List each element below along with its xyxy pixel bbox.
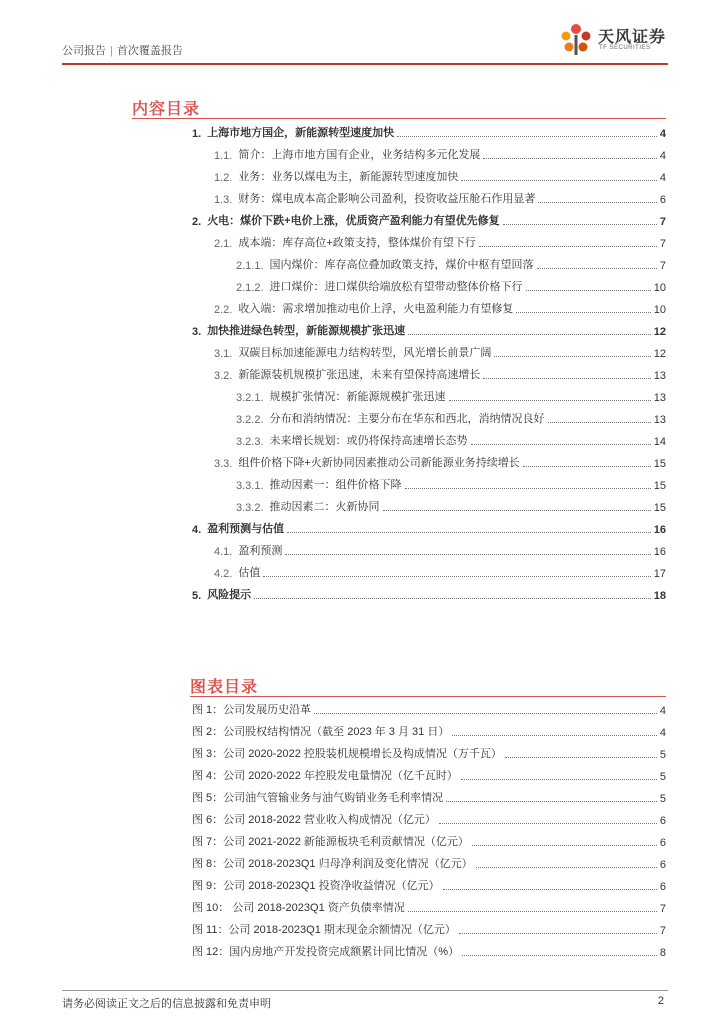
toc-entry-page: 4 bbox=[659, 128, 666, 140]
toc-entry[interactable] bbox=[192, 586, 666, 602]
figure-leader-dots bbox=[461, 779, 657, 780]
toc-entry-number: 2.1. bbox=[214, 238, 233, 250]
toc-entry[interactable] bbox=[236, 278, 666, 294]
toc-entry-text: 双碳目标加速能源电力结构转型，风光增长前景广阔 bbox=[238, 347, 492, 359]
toc-entry-text: 加快推进绿色转型，新能源规模扩张迅速 bbox=[207, 325, 406, 337]
figure-entry[interactable] bbox=[192, 943, 666, 959]
toc-entry-text: 业务：业务以煤电为主，新能源转型速度加快 bbox=[238, 171, 459, 183]
toc-entry-number: 2.1.1. bbox=[236, 260, 264, 272]
figure-entry-page: 5 bbox=[659, 771, 666, 783]
toc-entry-text: 风险提示 bbox=[207, 589, 252, 601]
toc-entry-page: 15 bbox=[653, 502, 666, 514]
breadcrumb bbox=[62, 42, 183, 58]
figure-entry-page: 4 bbox=[659, 727, 666, 739]
toc-entry[interactable] bbox=[192, 520, 666, 536]
figure-entry-page: 5 bbox=[659, 749, 666, 761]
figure-entry-page: 6 bbox=[659, 815, 666, 827]
toc-entry[interactable] bbox=[214, 366, 666, 382]
toc-leader-dots bbox=[405, 488, 651, 489]
toc-leader-dots bbox=[483, 378, 650, 379]
toc-entry-text: 推动因素一：组件价格下降 bbox=[269, 479, 402, 491]
figure-entry[interactable] bbox=[192, 723, 666, 739]
company-logo bbox=[558, 22, 668, 60]
toc-entry-text: 财务：煤电成本高企影响公司盈利，投资收益压舱石作用显著 bbox=[238, 193, 536, 205]
figure-entry-text: 图 3：公司 2020-2022 控股装机规模增长及构成情况（万千瓦） bbox=[192, 748, 502, 760]
figure-entry[interactable] bbox=[192, 745, 666, 761]
toc-leader-dots bbox=[408, 334, 651, 335]
toc-entry-page: 13 bbox=[653, 392, 666, 404]
toc-leader-dots bbox=[548, 422, 651, 423]
figure-entry[interactable] bbox=[192, 701, 666, 717]
toc-entry-text: 未来增长规划：或仍将保持高速增长态势 bbox=[269, 435, 468, 447]
toc-leader-dots bbox=[526, 290, 651, 291]
toc-entry[interactable] bbox=[236, 498, 666, 514]
footer-disclaimer: 请务必阅读正文之后的信息披露和免责申明 bbox=[62, 998, 271, 1010]
toc-entry-number: 3.2.2. bbox=[236, 414, 264, 426]
toc-leader-dots bbox=[503, 224, 657, 225]
toc-entry-number: 3.2.1. bbox=[236, 392, 264, 404]
figure-entry[interactable] bbox=[192, 789, 666, 805]
toc-entry-number: 1.1. bbox=[214, 150, 233, 162]
toc-leader-dots bbox=[494, 356, 650, 357]
toc-entry-page: 4 bbox=[659, 172, 666, 184]
toc-entry-page: 13 bbox=[653, 370, 666, 382]
page-number: 2 bbox=[657, 995, 664, 1007]
figure-entry-page: 8 bbox=[659, 947, 666, 959]
toc-entry-number: 4.2. bbox=[214, 568, 233, 580]
figure-entry[interactable] bbox=[192, 811, 666, 827]
figure-entry-text: 图 9：公司 2018-2023Q1 投资净收益情况（亿元） bbox=[192, 880, 440, 892]
logo-english-name: TF SECURITIES bbox=[599, 45, 651, 51]
toc-entry-page: 4 bbox=[659, 150, 666, 162]
figure-entry-text: 图 10： 公司 2018-2023Q1 资产负债率情况 bbox=[192, 902, 405, 914]
toc-entry-number: 4. bbox=[192, 524, 202, 536]
toc-entry-page: 16 bbox=[653, 546, 666, 558]
figure-entry-page: 5 bbox=[659, 793, 666, 805]
toc-entry-page: 12 bbox=[653, 326, 666, 338]
figure-leader-dots bbox=[443, 889, 657, 890]
figure-entry[interactable] bbox=[192, 877, 666, 893]
figure-entry-page: 4 bbox=[659, 705, 666, 717]
toc-leader-dots bbox=[287, 532, 651, 533]
toc-entry-text: 分布和消纳情况：主要分布在华东和西北，消纳情况良好 bbox=[269, 413, 545, 425]
toc-entry-text: 上海市地方国企，新能源转型速度加快 bbox=[207, 127, 395, 139]
figure-entry[interactable] bbox=[192, 767, 666, 783]
figure-entry-text: 图 2：公司股权结构情况（截至 2023 年 3 月 31 日） bbox=[192, 726, 450, 738]
figure-entry-page: 6 bbox=[659, 881, 666, 893]
toc-entry[interactable] bbox=[214, 564, 666, 580]
toc-entry-text: 规模扩张情况：新能源规模扩张迅速 bbox=[269, 391, 446, 403]
toc-entry[interactable] bbox=[214, 542, 666, 558]
toc-entry-number: 4.1. bbox=[214, 546, 233, 558]
toc-leader-dots bbox=[254, 598, 651, 599]
figure-entry-text: 图 11：公司 2018-2023Q1 期末现金余额情况（亿元） bbox=[192, 924, 456, 936]
toc-entry-number: 2.1.2. bbox=[236, 282, 264, 294]
toc-entry-page: 17 bbox=[653, 568, 666, 580]
toc-entry-number: 5. bbox=[192, 590, 202, 602]
figure-leader-dots bbox=[408, 911, 657, 912]
toc-leader-dots bbox=[263, 576, 650, 577]
figure-leader-dots bbox=[472, 845, 657, 846]
toc-entry-number: 3.3.1. bbox=[236, 480, 264, 492]
logo-flower-icon bbox=[558, 22, 594, 58]
toc-entry-text: 盈利预测与估值 bbox=[207, 523, 285, 535]
toc-title-divider bbox=[132, 118, 666, 119]
toc-leader-dots bbox=[516, 312, 650, 313]
toc-leader-dots bbox=[537, 268, 657, 269]
toc-entry[interactable] bbox=[214, 190, 666, 206]
toc-entry[interactable] bbox=[236, 432, 666, 448]
figure-entry[interactable] bbox=[192, 855, 666, 871]
figure-leader-dots bbox=[452, 735, 657, 736]
toc-entry-text: 国内煤价：库存高位叠加政策支持，煤价中枢有望回落 bbox=[269, 259, 534, 271]
toc-leader-dots bbox=[483, 158, 657, 159]
figure-leader-dots bbox=[314, 713, 657, 714]
toc-entry[interactable] bbox=[236, 410, 666, 426]
figure-entry[interactable] bbox=[192, 921, 666, 937]
figure-leader-dots bbox=[439, 823, 657, 824]
figure-entry-text: 图 1：公司发展历史沿革 bbox=[192, 704, 312, 716]
toc-entry-text: 简介：上海市地方国有企业，业务结构多元化发展 bbox=[238, 149, 481, 161]
figure-leader-dots bbox=[446, 801, 657, 802]
toc-entry-page: 16 bbox=[653, 524, 666, 536]
figure-list-title-divider bbox=[190, 696, 666, 697]
toc-leader-dots bbox=[523, 466, 651, 467]
toc-entry-number: 3.3.2. bbox=[236, 502, 264, 514]
toc-leader-dots bbox=[397, 136, 657, 137]
toc-entry-text: 收入端：需求增加推动电价上浮，火电盈利能力有望修复 bbox=[238, 303, 514, 315]
toc-entry-text: 估值 bbox=[238, 567, 261, 579]
figure-entry-text: 图 8：公司 2018-2023Q1 归母净利润及变化情况（亿元） bbox=[192, 858, 473, 870]
breadcrumb-report-subtype: 首次覆盖报告 bbox=[116, 45, 183, 57]
toc-entry-page: 15 bbox=[653, 458, 666, 470]
logo-chinese-name: 天风证券 bbox=[598, 29, 667, 46]
toc-entry-page: 10 bbox=[653, 304, 666, 316]
toc-entry-text: 火电：煤价下跌+电价上涨，优质资产盈利能力有望优先修复 bbox=[207, 215, 500, 227]
toc-leader-dots bbox=[285, 554, 650, 555]
toc-entry-page: 6 bbox=[659, 194, 666, 206]
figure-leader-dots bbox=[505, 757, 657, 758]
figure-entry[interactable] bbox=[192, 899, 666, 915]
figure-entry-page: 6 bbox=[659, 859, 666, 871]
figure-leader-dots bbox=[462, 955, 657, 956]
toc-leader-dots bbox=[538, 202, 657, 203]
figure-entry-page: 7 bbox=[659, 925, 666, 937]
toc-entry[interactable] bbox=[214, 146, 666, 162]
toc-entry-number: 3. bbox=[192, 326, 202, 338]
figure-entry-page: 6 bbox=[659, 837, 666, 849]
figure-entry-text: 图 6：公司 2018-2022 营业收入构成情况（亿元） bbox=[192, 814, 436, 826]
toc-leader-dots bbox=[449, 400, 651, 401]
toc-entry-number: 2. bbox=[192, 216, 202, 228]
toc-entry-page: 14 bbox=[653, 436, 666, 448]
figure-list-title: 图表目录 bbox=[190, 679, 259, 696]
header-divider bbox=[62, 63, 668, 65]
toc-entry[interactable] bbox=[192, 212, 666, 228]
toc-entry-page: 7 bbox=[659, 260, 666, 272]
figure-entry-text: 图 12：国内房地产开发投资完成额累计同比情况（%） bbox=[192, 946, 460, 958]
toc-entry-page: 10 bbox=[653, 282, 666, 294]
toc-entry-page: 7 bbox=[659, 238, 666, 250]
toc-entry[interactable] bbox=[214, 300, 666, 316]
figure-entry-page: 7 bbox=[659, 903, 666, 915]
toc-entry[interactable] bbox=[214, 234, 666, 250]
toc-entry-page: 13 bbox=[653, 414, 666, 426]
footer-divider bbox=[62, 990, 668, 991]
toc-entry-number: 3.3. bbox=[214, 458, 233, 470]
toc-entry-number: 3.2. bbox=[214, 370, 233, 382]
toc-entry-number: 1.3. bbox=[214, 194, 233, 206]
toc-entry-page: 18 bbox=[653, 590, 666, 602]
breadcrumb-separator: | bbox=[110, 45, 113, 57]
toc-entry[interactable] bbox=[192, 322, 666, 338]
figure-leader-dots bbox=[476, 867, 657, 868]
breadcrumb-report-type: 公司报告 bbox=[62, 45, 106, 57]
figure-entry-text: 图 5：公司油气管输业务与油气购销业务毛利率情况 bbox=[192, 792, 444, 804]
toc-entry[interactable] bbox=[236, 256, 666, 272]
toc-title: 内容目录 bbox=[132, 101, 201, 118]
toc-entry-text: 新能源装机规模扩张迅速，未来有望保持高速增长 bbox=[238, 369, 481, 381]
toc-entry[interactable] bbox=[214, 344, 666, 360]
figure-entry-text: 图 4：公司 2020-2022 年控股发电量情况（亿千瓦时） bbox=[192, 770, 458, 782]
figure-entry-text: 图 7：公司 2021-2022 新能源板块毛利贡献情况（亿元） bbox=[192, 836, 469, 848]
toc-entry-number: 3.2.3. bbox=[236, 436, 264, 448]
toc-leader-dots bbox=[471, 444, 651, 445]
toc-entry[interactable] bbox=[236, 388, 666, 404]
toc-entry-number: 1. bbox=[192, 128, 202, 140]
toc-leader-dots bbox=[383, 510, 651, 511]
toc-leader-dots bbox=[479, 246, 657, 247]
figure-leader-dots bbox=[459, 933, 657, 934]
toc-entry[interactable] bbox=[214, 454, 666, 470]
figure-entry[interactable] bbox=[192, 833, 666, 849]
toc-entry-text: 组件价格下降+火新协同因素推动公司新能源业务持续增长 bbox=[238, 457, 520, 469]
toc-entry-text: 推动因素二：火新协同 bbox=[269, 501, 380, 513]
toc-entry-text: 盈利预测 bbox=[238, 545, 283, 557]
toc-leader-dots bbox=[461, 180, 657, 181]
toc-entry-number: 3.1. bbox=[214, 348, 233, 360]
toc-entry[interactable] bbox=[192, 124, 666, 140]
toc-entry-text: 成本端：库存高位+政策支持，整体煤价有望下行 bbox=[238, 237, 476, 249]
toc-entry-page: 15 bbox=[653, 480, 666, 492]
toc-entry-page: 12 bbox=[653, 348, 666, 360]
toc-entry[interactable] bbox=[236, 476, 666, 492]
toc-entry-text: 进口煤价：进口煤供给端放松有望带动整体价格下行 bbox=[269, 281, 523, 293]
toc-entry[interactable] bbox=[214, 168, 666, 184]
toc-entry-page: 7 bbox=[659, 216, 666, 228]
toc-entry-number: 2.2. bbox=[214, 304, 233, 316]
page-header bbox=[62, 29, 668, 64]
toc-entry-number: 1.2. bbox=[214, 172, 233, 184]
